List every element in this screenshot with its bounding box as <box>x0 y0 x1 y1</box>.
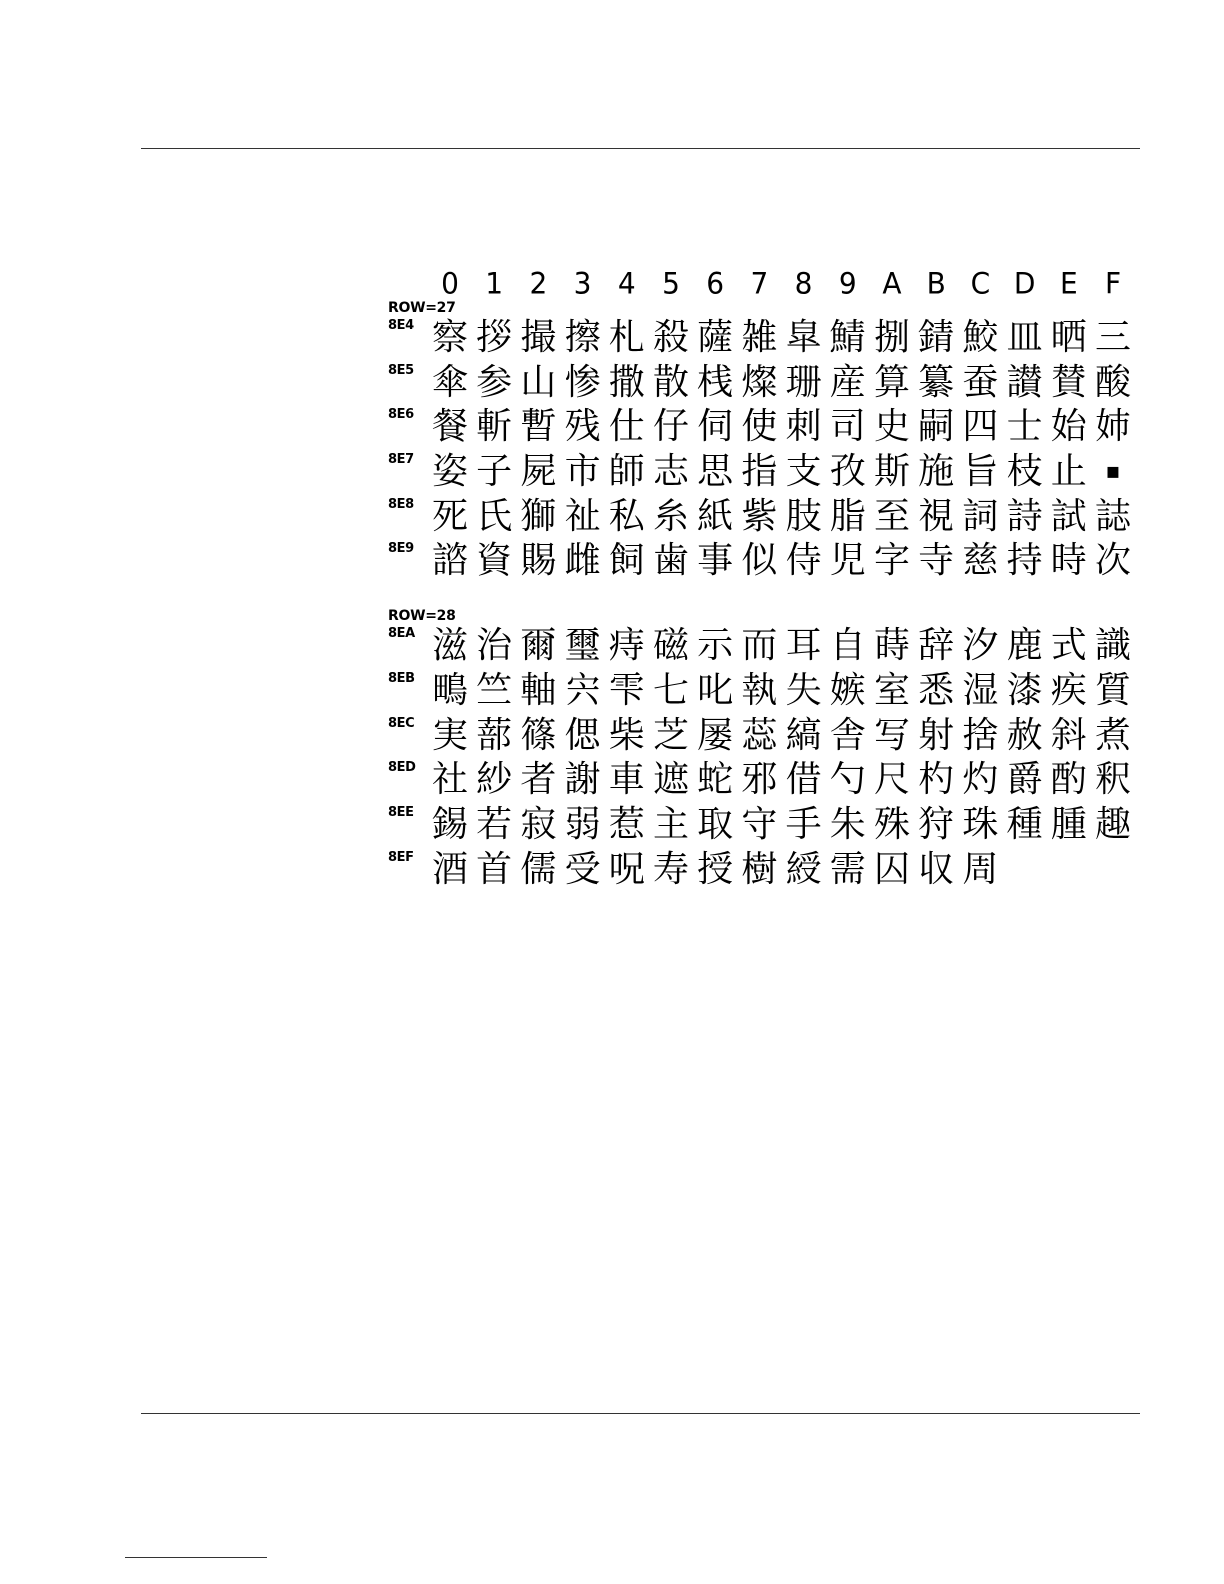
column-label: C <box>970 266 991 301</box>
character-cell: 捌 <box>873 317 910 358</box>
character-cell: 司 <box>829 406 866 448</box>
character-cell: 嫉 <box>829 669 866 711</box>
character-cell: 肢 <box>785 495 822 537</box>
table-row <box>388 758 1140 803</box>
character-cell: 樹 <box>741 848 778 890</box>
character-cell: 時 <box>1050 540 1087 582</box>
character-cell: 晒 <box>1050 317 1087 358</box>
character-cell: 宍 <box>564 669 601 711</box>
character-cell: 斬 <box>476 406 513 448</box>
character-cell: 資 <box>476 540 513 582</box>
character-cell: 讃 <box>1006 361 1043 403</box>
character-cell: 諮 <box>431 540 468 582</box>
character-cell: 璽 <box>564 625 601 667</box>
table-row <box>388 803 1140 848</box>
footnote-rule <box>125 1557 267 1558</box>
column-label: 1 <box>485 266 504 301</box>
character-cell: 賛 <box>1050 361 1087 403</box>
character-cell: 朱 <box>829 803 866 845</box>
character-cell: 執 <box>741 669 778 711</box>
column-label: E <box>1059 266 1078 301</box>
section-label: ROW=27 <box>388 300 456 316</box>
character-cell: 主 <box>652 803 689 845</box>
character-cell: 縞 <box>785 714 822 756</box>
character-cell: 捨 <box>962 714 999 756</box>
character-cell: 暫 <box>520 406 557 448</box>
row-code: 8ED <box>388 760 416 776</box>
table-row <box>388 316 1140 361</box>
character-cell: 杓 <box>918 759 955 801</box>
character-cell: 周 <box>962 848 999 890</box>
character-cell: 師 <box>608 451 645 493</box>
table-row <box>388 539 1140 584</box>
row-code: 8E5 <box>388 362 414 378</box>
row-code: 8EA <box>388 626 415 642</box>
column-header-row <box>428 268 1140 300</box>
character-cell: 似 <box>741 540 778 582</box>
character-cell: 漆 <box>1006 669 1043 711</box>
character-cell: 芝 <box>652 714 689 756</box>
character-cell: 刺 <box>785 406 822 448</box>
section-spacer <box>388 584 1140 608</box>
character-cell: 仕 <box>608 406 645 448</box>
character-cell: 軸 <box>520 669 557 711</box>
character-cell: 竺 <box>476 669 513 711</box>
character-cell: 綬 <box>785 848 822 890</box>
character-cell: 参 <box>476 361 513 403</box>
character-cell: 寿 <box>652 848 689 890</box>
character-cell: 首 <box>476 848 513 890</box>
character-cell: 趣 <box>1094 803 1131 845</box>
character-cell: 汐 <box>962 625 999 667</box>
character-cell: 斯 <box>873 451 910 493</box>
character-cell: 誌 <box>1094 495 1131 537</box>
character-cell: 酌 <box>1050 759 1087 801</box>
character-cell: 弱 <box>564 803 601 845</box>
character-cell: 辞 <box>918 625 955 667</box>
character-cell: 詩 <box>1006 495 1043 537</box>
character-cell: 札 <box>608 317 645 358</box>
character-cell: 事 <box>697 540 734 582</box>
column-label: 4 <box>617 266 636 301</box>
character-cell: 赦 <box>1006 714 1043 756</box>
character-cell: 腫 <box>1050 803 1087 845</box>
character-cell: 氏 <box>476 495 513 537</box>
character-cell: 惹 <box>608 803 645 845</box>
character-cell: 質 <box>1094 669 1131 711</box>
character-cell: 伺 <box>697 406 734 448</box>
character-cell: 者 <box>520 759 557 801</box>
column-label: D <box>1013 266 1036 301</box>
character-cell: 鯖 <box>829 317 866 358</box>
table-row <box>388 495 1140 540</box>
character-cell: 字 <box>873 540 910 582</box>
character-cell: 子 <box>476 451 513 493</box>
character-cell: 飼 <box>608 540 645 582</box>
character-cell: 蒔 <box>873 625 910 667</box>
column-label: F <box>1104 266 1122 301</box>
character-cell: 遮 <box>652 759 689 801</box>
character-cell: 桟 <box>697 361 734 403</box>
table-row <box>388 624 1140 669</box>
character-cell: 姿 <box>431 451 468 493</box>
character-cell: 屍 <box>520 451 557 493</box>
character-cell: 灼 <box>962 759 999 801</box>
table-row <box>388 669 1140 714</box>
character-cell: 止 <box>1050 451 1087 493</box>
character-cell: 蚕 <box>962 361 999 403</box>
character-cell: 糸 <box>652 495 689 537</box>
character-cell: 仔 <box>652 406 689 448</box>
character-cell: 錆 <box>918 317 955 358</box>
character-cell: 支 <box>785 451 822 493</box>
character-cell: 屡 <box>697 714 734 756</box>
column-label: 0 <box>441 266 459 301</box>
character-cell: 祉 <box>564 495 601 537</box>
character-cell: 拶 <box>476 317 513 358</box>
character-cell: 爵 <box>1006 759 1043 801</box>
character-cell: 賜 <box>520 540 557 582</box>
character-cell: 詞 <box>962 495 999 537</box>
character-cell: ▪ <box>1105 459 1121 485</box>
character-cell: 湿 <box>962 669 999 711</box>
character-cell: 授 <box>697 848 734 890</box>
character-cell: 孜 <box>829 451 866 493</box>
character-cell: 撒 <box>608 361 645 403</box>
character-cell: 社 <box>431 759 468 801</box>
character-cell: 柴 <box>608 714 645 756</box>
row-code: 8E7 <box>388 452 414 468</box>
character-cell: 四 <box>962 406 999 448</box>
character-cell: 狩 <box>918 803 955 845</box>
column-label: 6 <box>706 266 725 301</box>
character-cell: 射 <box>918 714 955 756</box>
character-cell: 察 <box>431 317 468 358</box>
header-rule <box>141 148 1140 149</box>
character-cell: 疾 <box>1050 669 1087 711</box>
character-cell: 悉 <box>918 669 955 711</box>
row-code: 8EF <box>388 849 414 865</box>
character-cell: 児 <box>829 540 866 582</box>
character-cell: 侍 <box>785 540 822 582</box>
section-label: ROW=28 <box>388 608 456 625</box>
column-label: B <box>926 266 946 301</box>
row-code: 8E9 <box>388 541 414 557</box>
column-label: 9 <box>838 266 857 301</box>
character-cell: 産 <box>829 361 866 403</box>
character-cell: 受 <box>564 848 601 890</box>
character-cell: 囚 <box>873 848 910 890</box>
character-cell: 識 <box>1094 625 1131 667</box>
character-cell: 纂 <box>918 361 955 403</box>
character-cell: 車 <box>608 759 645 801</box>
character-cell: 篠 <box>520 714 557 756</box>
character-cell: 種 <box>1006 803 1043 845</box>
character-cell: 薩 <box>697 317 734 358</box>
character-cell: 爾 <box>520 625 557 667</box>
character-cell: 山 <box>520 361 557 403</box>
character-cell: 実 <box>431 714 468 756</box>
character-cell: 視 <box>918 495 955 537</box>
character-cell: 謝 <box>564 759 601 801</box>
character-cell: 試 <box>1050 495 1087 537</box>
row-code: 8E6 <box>388 407 414 423</box>
character-cell: 舎 <box>829 714 866 756</box>
character-cell: 蛇 <box>697 759 734 801</box>
character-cell: 偲 <box>564 714 601 756</box>
character-cell: 取 <box>697 803 734 845</box>
character-cell: 写 <box>873 714 910 756</box>
row-code: 8EC <box>388 715 415 731</box>
character-cell: 紫 <box>741 495 778 537</box>
character-cell: 痔 <box>608 625 645 667</box>
character-cell: 示 <box>697 625 734 667</box>
character-cell: 死 <box>431 495 468 537</box>
character-cell: 雫 <box>608 669 645 711</box>
character-cell: 始 <box>1050 406 1087 448</box>
character-cell: 餐 <box>431 406 468 448</box>
character-cell: 雌 <box>564 540 601 582</box>
character-cell: 守 <box>741 803 778 845</box>
character-cell: 邪 <box>741 759 778 801</box>
table-row <box>388 405 1140 450</box>
character-cell: 擦 <box>564 317 601 358</box>
column-label: 3 <box>573 266 592 301</box>
character-cell: 志 <box>652 451 689 493</box>
character-cell: 殺 <box>652 317 689 358</box>
character-cell: 需 <box>829 848 866 890</box>
character-cell: 鴫 <box>431 669 468 711</box>
character-cell: 蕊 <box>741 714 778 756</box>
column-label: A <box>882 266 902 301</box>
character-cell: 鮫 <box>962 317 999 358</box>
character-cell: 慈 <box>962 540 999 582</box>
row-code: 8E4 <box>388 318 414 333</box>
character-cell: 傘 <box>431 361 468 403</box>
character-cell: 斜 <box>1050 714 1087 756</box>
table-row <box>388 450 1140 495</box>
character-cell: 歯 <box>652 540 689 582</box>
character-cell: 紗 <box>476 759 513 801</box>
character-cell: 尺 <box>873 759 910 801</box>
character-cell: 室 <box>873 669 910 711</box>
character-cell: 次 <box>1094 540 1131 582</box>
character-cell: 施 <box>918 451 955 493</box>
character-cell: 借 <box>785 759 822 801</box>
character-cell: 史 <box>873 406 910 448</box>
character-cell: 錫 <box>431 803 468 845</box>
character-cell: 煮 <box>1094 714 1131 756</box>
character-cell: 指 <box>741 451 778 493</box>
character-cell: 獅 <box>520 495 557 537</box>
row-code: 8E8 <box>388 496 414 512</box>
character-cell: 蔀 <box>476 714 513 756</box>
character-cell: 治 <box>476 625 513 667</box>
character-cell: 雑 <box>741 317 778 358</box>
character-cell: 勺 <box>829 759 866 801</box>
character-cell: 呪 <box>608 848 645 890</box>
character-cell: 士 <box>1006 406 1043 448</box>
table-row <box>388 361 1140 406</box>
footer-rule <box>141 1413 1140 1414</box>
table-row <box>388 714 1140 759</box>
character-cell: 手 <box>785 803 822 845</box>
character-cell: 七 <box>652 669 689 711</box>
character-cell: 叱 <box>697 669 734 711</box>
character-cell: 酒 <box>431 848 468 890</box>
character-cell: 持 <box>1006 540 1043 582</box>
column-label: 2 <box>529 266 548 301</box>
character-cell: 若 <box>476 803 513 845</box>
character-cell: 失 <box>785 669 822 711</box>
row-code: 8EE <box>388 804 414 820</box>
character-cell: 私 <box>608 495 645 537</box>
character-cell: 自 <box>829 625 866 667</box>
character-cell: 燦 <box>741 361 778 403</box>
column-label: 8 <box>794 266 813 301</box>
character-cell: 殊 <box>873 803 910 845</box>
character-cell: 市 <box>564 451 601 493</box>
character-cell: 珠 <box>962 803 999 845</box>
character-cell: 而 <box>741 625 778 667</box>
table-sections <box>388 300 1140 892</box>
character-cell: 思 <box>697 451 734 493</box>
character-cell: 至 <box>873 495 910 537</box>
column-label: 7 <box>750 266 769 301</box>
character-cell: 酸 <box>1094 361 1131 403</box>
character-cell: 収 <box>918 848 955 890</box>
character-cell: 三 <box>1094 317 1131 358</box>
character-cell: 紙 <box>697 495 734 537</box>
character-cell: 皐 <box>785 317 822 358</box>
character-cell: 珊 <box>785 361 822 403</box>
character-cell: 釈 <box>1094 759 1131 801</box>
character-cell: 姉 <box>1094 406 1131 448</box>
character-cell: 散 <box>652 361 689 403</box>
character-cell: 寂 <box>520 803 557 845</box>
character-cell: 旨 <box>962 451 999 493</box>
row-code: 8EB <box>388 670 415 686</box>
character-cell: 滋 <box>431 625 468 667</box>
character-cell: 皿 <box>1006 317 1043 358</box>
character-cell: 算 <box>873 361 910 403</box>
character-cell: 式 <box>1050 625 1087 667</box>
character-cell: 耳 <box>785 625 822 667</box>
character-code-table <box>388 268 1140 892</box>
character-cell: 磁 <box>652 625 689 667</box>
character-cell: 枝 <box>1006 451 1043 493</box>
table-row <box>388 848 1140 893</box>
character-cell: 使 <box>741 406 778 448</box>
character-cell: 残 <box>564 406 601 448</box>
character-cell: 惨 <box>564 361 601 403</box>
character-cell: 脂 <box>829 495 866 537</box>
column-label: 5 <box>662 266 680 301</box>
character-cell: 儒 <box>520 848 557 890</box>
character-cell: 鹿 <box>1006 625 1043 667</box>
character-cell: 撮 <box>520 317 557 358</box>
character-cell: 寺 <box>918 540 955 582</box>
character-cell: 嗣 <box>918 406 955 448</box>
